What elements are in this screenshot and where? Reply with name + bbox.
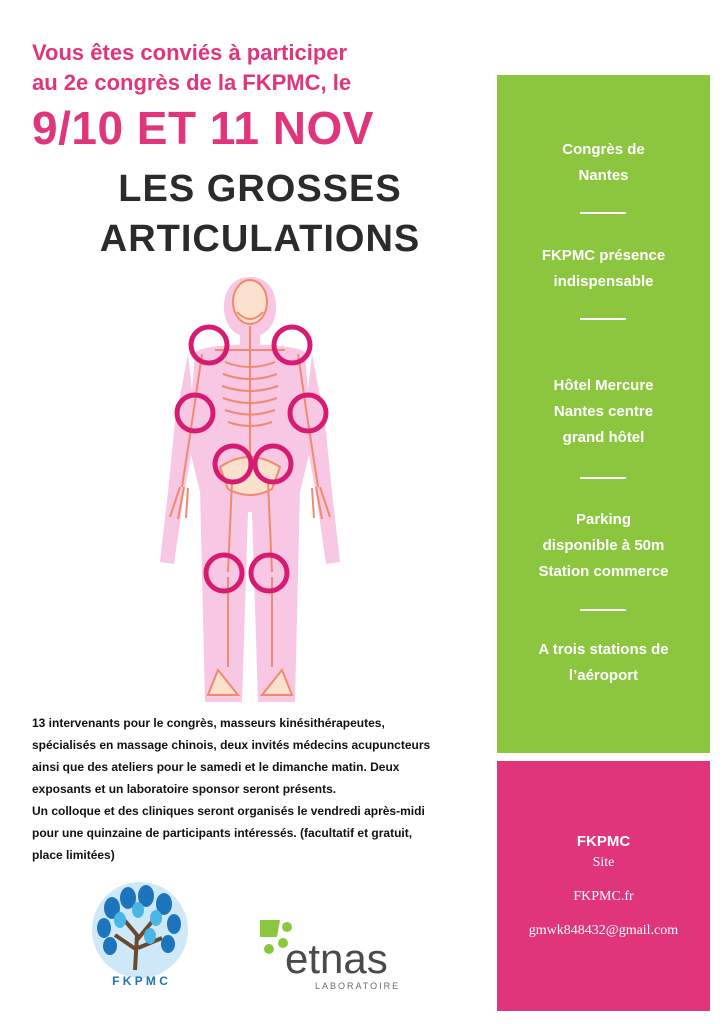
contact-site-link[interactable]: FKPMC.fr (573, 889, 634, 904)
description-line: Un colloque et des cliniques seront organisés le vendredi après-midi (32, 804, 425, 818)
info-separator (580, 318, 626, 320)
info-line: A trois stations de (538, 641, 669, 658)
event-dates: 9/10 ET 11 NOV (32, 102, 374, 154)
fkpmc-logo-text: F K P M C (112, 974, 168, 988)
info-line: Nantes centre (553, 403, 654, 420)
info-line: l’aéroport (568, 667, 639, 684)
description-line: place limitées) (32, 848, 115, 862)
description-line: 13 intervenants pour le congrès, masseurs kinésithérapeutes, (32, 716, 385, 730)
info-line: disponible à 50m (542, 537, 665, 554)
info-line: Nantes (578, 167, 629, 184)
info-panel (497, 75, 710, 753)
info-separator (580, 477, 626, 479)
skeleton-illustration (140, 262, 360, 712)
info-item-venue (507, 137, 700, 189)
title-line-2: ARTICULATIONS (99, 218, 421, 260)
description-line: spécialisés en massage chinois, deux invités médecins acupuncteurs (32, 738, 431, 752)
invitation-text (32, 38, 482, 98)
invitation-line-2: au 2e congrès de la FKPMC, le (32, 70, 352, 95)
etnas-logo-subtitle: LABORATOIRE (315, 981, 401, 991)
contact-panel (497, 761, 710, 1011)
info-line: Congrès de (562, 141, 645, 158)
event-title (40, 164, 480, 264)
title-line-1: LES GROSSES (118, 168, 402, 210)
description-line: pour une quinzaine de participants intéressés. (facultatif et gratuit, (32, 826, 413, 840)
info-item-airport (507, 637, 700, 689)
info-line: indispensable (553, 273, 654, 290)
etnas-logo-text: etnas (285, 935, 388, 982)
info-item-parking (507, 507, 700, 585)
invitation-line-1: Vous êtes conviés à participer (32, 40, 348, 65)
info-separator (580, 609, 626, 611)
info-line: grand hôtel (562, 429, 645, 446)
fkpmc-logo (80, 880, 210, 1000)
description-line: exposants et un laboratoire sponsor seront présents. (32, 782, 337, 796)
description-line: ainsi que des ateliers pour le samedi et le dimanche matin. Deux (32, 760, 400, 774)
info-separator (580, 212, 626, 214)
info-line: Hôtel Mercure (553, 377, 654, 394)
info-line: Parking (575, 511, 632, 528)
event-description (32, 712, 472, 866)
info-line: Station commerce (538, 563, 669, 580)
contact-email-link[interactable]: gmwk848432@gmail.com (528, 923, 679, 938)
info-line: FKPMC présence (541, 247, 666, 264)
etnas-logo (255, 915, 415, 995)
info-item-hotel (507, 373, 700, 451)
info-item-presence (507, 243, 700, 295)
contact-site-label: Site (592, 855, 615, 870)
contact-org: FKPMC (576, 833, 631, 850)
